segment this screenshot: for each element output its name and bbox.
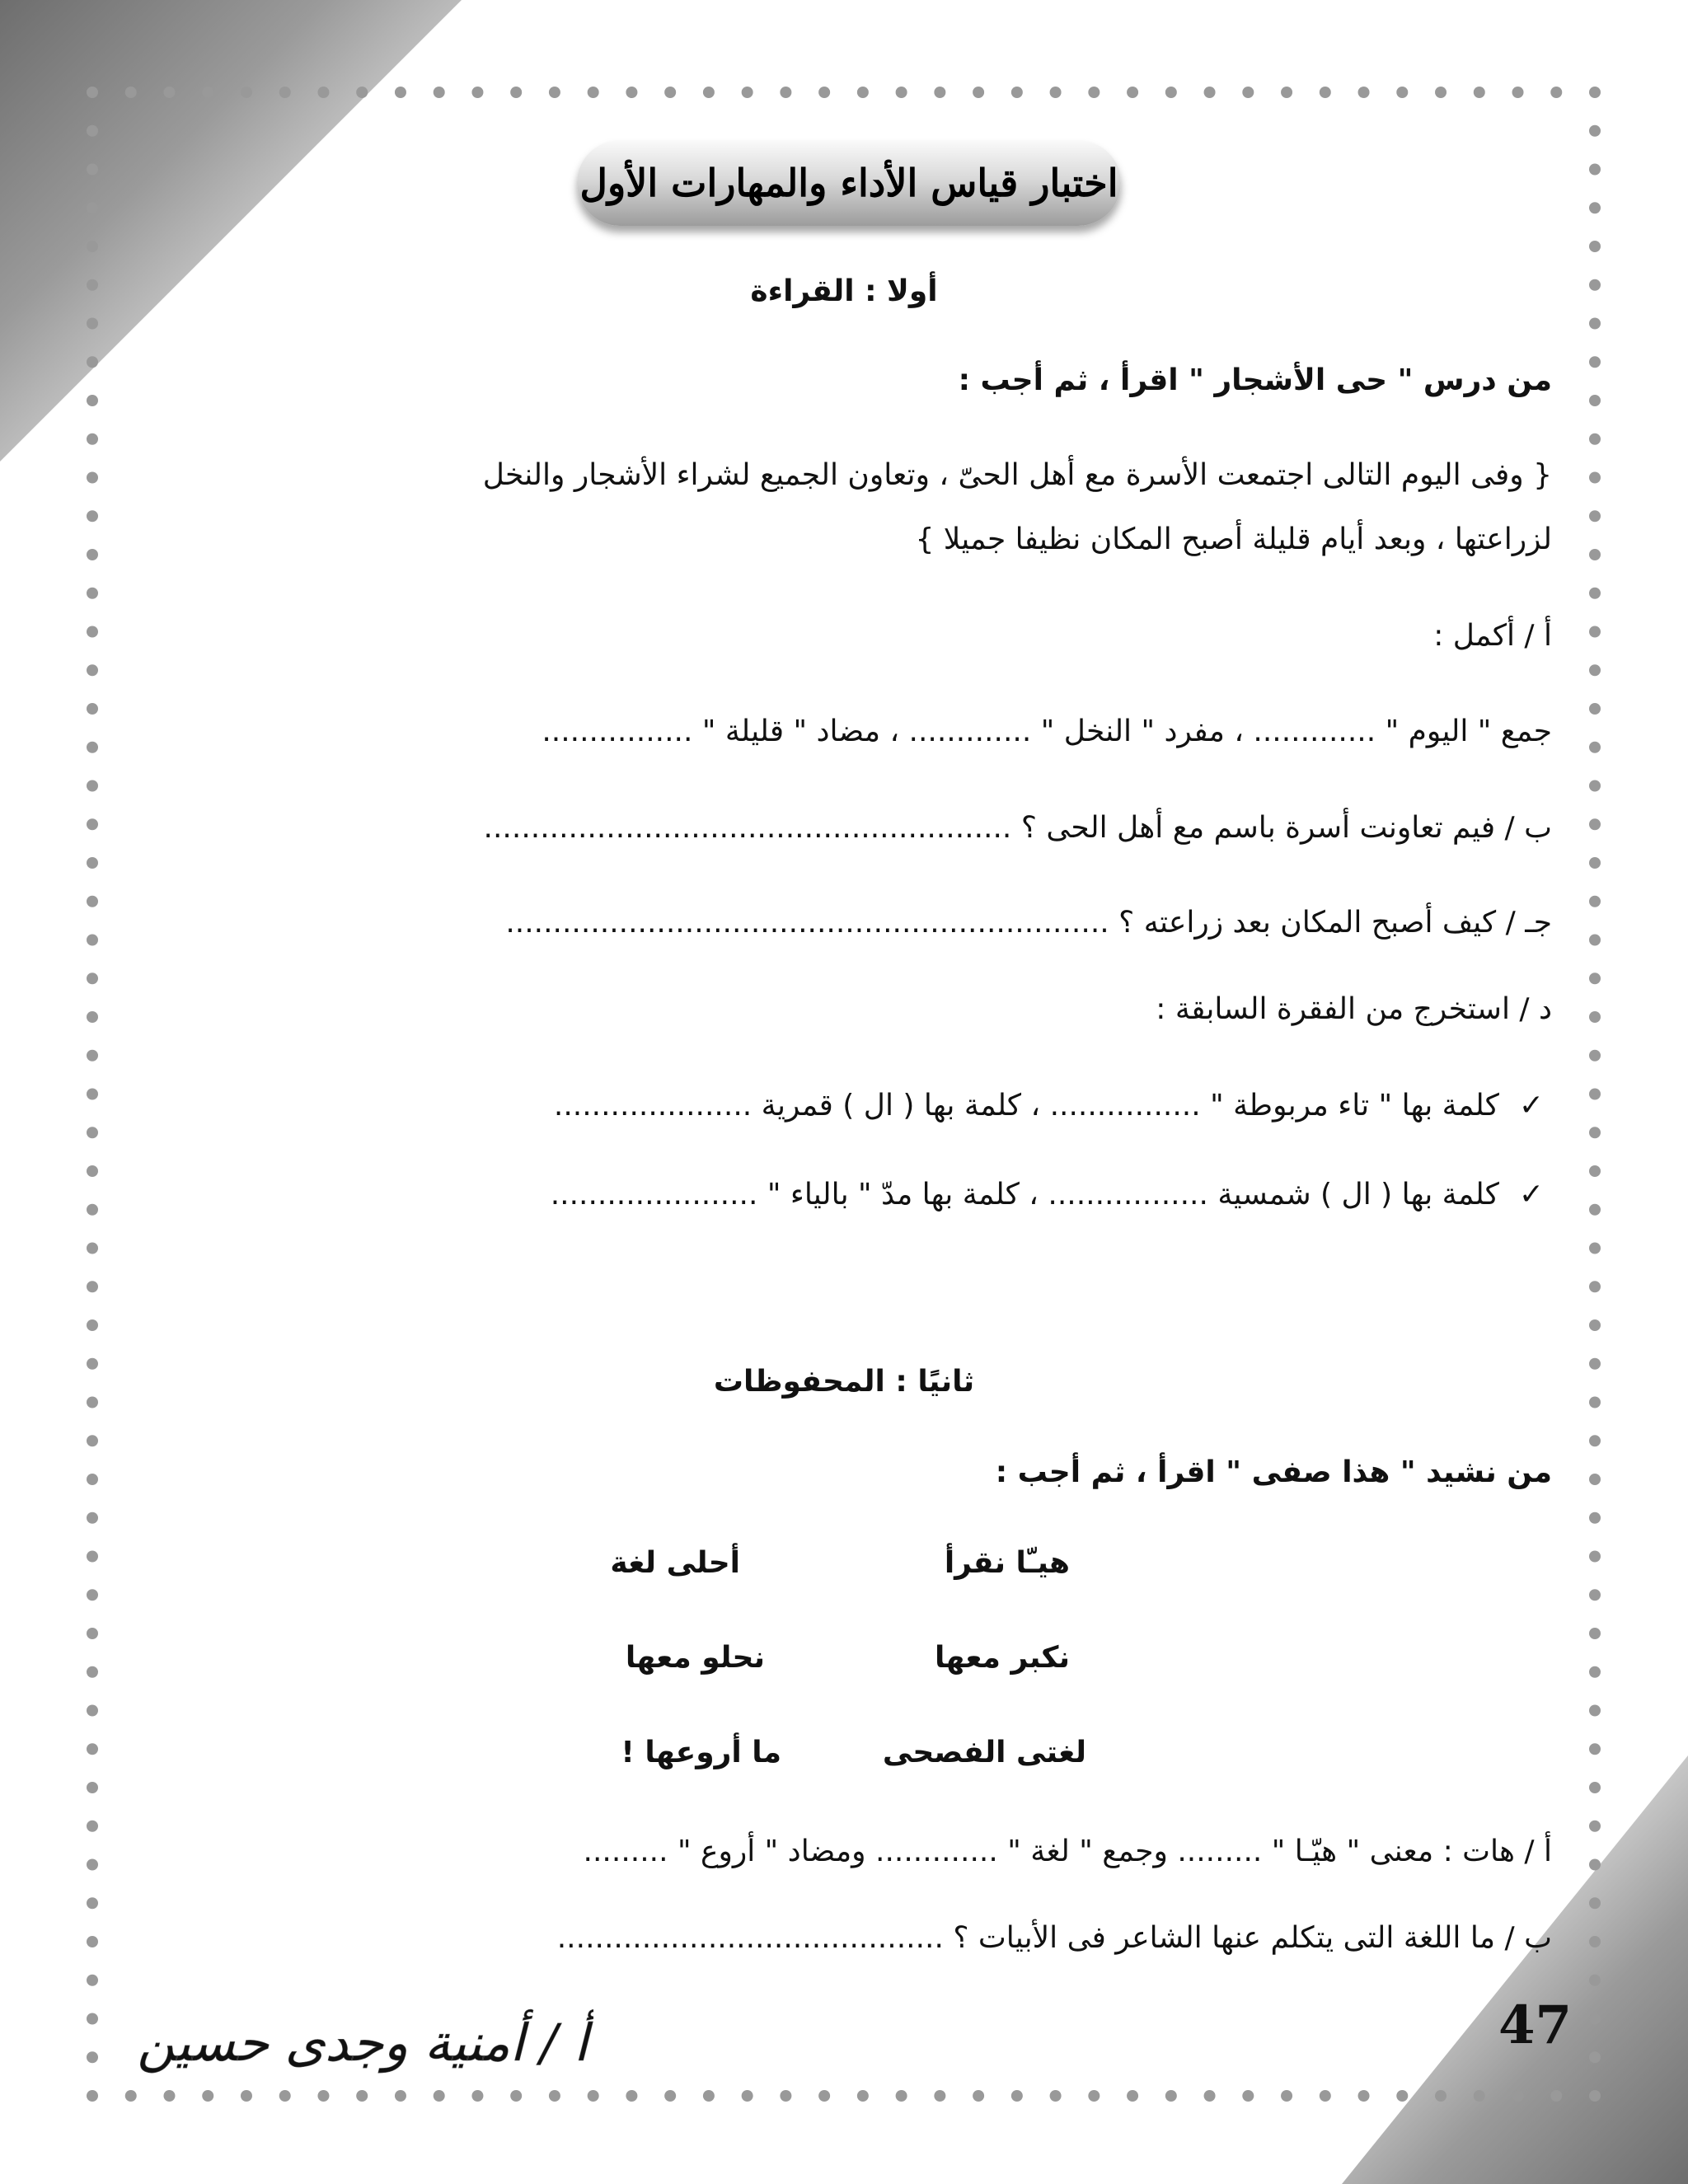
check-icon: ✓ xyxy=(1518,1089,1544,1122)
border-dot xyxy=(87,1821,98,1832)
border-dot xyxy=(87,241,98,252)
border-dot xyxy=(1589,549,1601,560)
border-dot xyxy=(1320,2090,1331,2102)
border-dot xyxy=(1474,87,1485,98)
border-dot xyxy=(87,664,98,676)
border-dot xyxy=(87,1243,98,1254)
border-dot xyxy=(973,2090,984,2102)
border-dot xyxy=(87,1859,98,1871)
border-dot xyxy=(356,2090,368,2102)
border-dot xyxy=(87,857,98,869)
border-dot xyxy=(1589,664,1601,676)
section2-question-b: ب / ما اللغة التى يتكلم عنها الشاعر فى الأبيات ؟ ......................................... xyxy=(556,1921,1552,1955)
border-dot xyxy=(588,87,599,98)
border-dot xyxy=(202,2090,213,2102)
border-dot xyxy=(1281,2090,1292,2102)
border-dot xyxy=(87,1705,98,1717)
border-dot xyxy=(1589,125,1601,137)
border-dot xyxy=(202,87,213,98)
border-dot xyxy=(780,2090,791,2102)
border-dot xyxy=(87,1782,98,1793)
border-dot xyxy=(664,2090,676,2102)
border-dot xyxy=(1550,87,1562,98)
border-dot xyxy=(1589,1089,1601,1100)
border-dot xyxy=(1589,2051,1601,2063)
border-dot xyxy=(1589,588,1601,599)
border-dot xyxy=(857,87,869,98)
border-dot xyxy=(1589,1589,1601,1601)
border-dot xyxy=(1127,2090,1138,2102)
border-dot xyxy=(87,703,98,715)
question-a-label: أ / أكمل : xyxy=(1433,619,1552,653)
border-dot xyxy=(87,395,98,406)
border-dot xyxy=(87,1165,98,1177)
border-dot xyxy=(896,87,907,98)
border-dot xyxy=(87,1127,98,1138)
border-dot xyxy=(1589,935,1601,946)
border-dot xyxy=(434,87,445,98)
section2-heading: ثانيًا : المحفوظات xyxy=(713,1365,975,1399)
border-dot xyxy=(241,87,252,98)
border-dot xyxy=(87,472,98,484)
border-dot xyxy=(1589,1936,1601,1947)
question-c: جـ / كيف أصبح المكان بعد زراعته ؟ ................................................................ xyxy=(505,906,1552,940)
border-dot xyxy=(87,588,98,599)
poem-line-3-second: ما أروعها ! xyxy=(621,1736,781,1769)
border-dot xyxy=(1165,87,1177,98)
border-dot xyxy=(87,1435,98,1446)
border-dot xyxy=(87,780,98,792)
border-dot xyxy=(87,818,98,830)
border-dot xyxy=(1589,818,1601,830)
border-dot xyxy=(1050,87,1062,98)
page-number: 47 xyxy=(1498,1994,1573,2056)
border-dot xyxy=(1589,780,1601,792)
border-dot xyxy=(279,87,291,98)
border-dot xyxy=(87,202,98,213)
border-dot xyxy=(664,87,676,98)
border-dot xyxy=(780,87,791,98)
border-dot xyxy=(1589,472,1601,484)
border-dot xyxy=(87,2051,98,2063)
border-dot xyxy=(1589,1011,1601,1023)
border-dot xyxy=(87,1281,98,1292)
border-dot xyxy=(1589,1821,1601,1832)
section1-heading: أولا : القراءة xyxy=(750,274,938,308)
section1-prompt: من درس " حى الأشجار " اقرأ ، ثم أجب : xyxy=(958,363,1552,397)
border-dot xyxy=(1242,87,1254,98)
question-d-item-2-text: كلمة بها ( ال ) شمسية ................. ، كلمة بها مدّ " بالياء " ...................... xyxy=(550,1178,1499,1212)
border-dot xyxy=(87,125,98,137)
border-dot xyxy=(87,1319,98,1331)
border-dot xyxy=(1358,87,1370,98)
border-dot xyxy=(1589,1435,1601,1446)
border-dot xyxy=(1589,896,1601,907)
border-dot xyxy=(87,896,98,907)
border-dot xyxy=(1589,1474,1601,1485)
border-dot xyxy=(1127,87,1138,98)
border-dot xyxy=(87,164,98,176)
border-dot xyxy=(1589,87,1601,98)
poem-line-2-second: نحلو معها xyxy=(625,1641,765,1675)
border-dot xyxy=(163,87,175,98)
question-b: ب / فيم تعاونت أسرة باسم مع أهل الحى ؟ ........................................................ xyxy=(483,811,1552,845)
check-icon: ✓ xyxy=(1518,1178,1544,1212)
question-d-label: د / استخرج من الفقرة السابقة : xyxy=(1156,992,1552,1026)
border-dot xyxy=(1589,2090,1601,2102)
border-dot xyxy=(1435,87,1447,98)
border-dot xyxy=(87,318,98,330)
border-dot xyxy=(1589,318,1601,330)
border-dot xyxy=(1589,626,1601,638)
border-dot xyxy=(1589,703,1601,715)
border-dot xyxy=(1011,2090,1023,2102)
border-dot xyxy=(510,87,522,98)
border-dot xyxy=(87,1589,98,1601)
border-dot xyxy=(1589,742,1601,753)
border-dot xyxy=(857,2090,869,2102)
border-dot xyxy=(1512,87,1524,98)
border-dot xyxy=(434,2090,445,2102)
poem-line-3-first: لغتى الفصحى xyxy=(882,1736,1086,1769)
border-dot xyxy=(703,87,715,98)
border-dot xyxy=(87,935,98,946)
border-dot xyxy=(588,2090,599,2102)
border-dot xyxy=(1589,1319,1601,1331)
border-dot xyxy=(395,87,406,98)
question-a-line: جمع " اليوم " ............. ، مفرد " النخل " ............. ، مضاد " قليلة " ................ xyxy=(542,715,1552,748)
poem-line-1-second: أحلى لغة xyxy=(610,1546,740,1580)
border-dot xyxy=(1589,1705,1601,1717)
border-dot xyxy=(87,972,98,984)
border-dot xyxy=(1550,2090,1562,2102)
border-dot xyxy=(510,2090,522,2102)
author-signature xyxy=(132,1994,593,2085)
border-dot xyxy=(1589,972,1601,984)
border-dot xyxy=(1512,2090,1524,2102)
border-dot xyxy=(1589,1859,1601,1871)
border-dot xyxy=(87,742,98,753)
border-dot xyxy=(1589,202,1601,213)
border-dot xyxy=(549,2090,560,2102)
border-dot xyxy=(1589,164,1601,176)
section2-question-a: أ / هات : معنى " هيّـا " ......... وجمع " لغة " ............. ومضاد " أروع " ......... xyxy=(583,1835,1552,1868)
border-dot xyxy=(626,2090,637,2102)
border-dot xyxy=(356,87,368,98)
border-dot xyxy=(1589,1050,1601,1062)
border-dot xyxy=(1589,1127,1601,1138)
border-dot xyxy=(87,1512,98,1524)
border-dot xyxy=(1589,1666,1601,1678)
border-dot xyxy=(87,2090,98,2102)
border-dot xyxy=(87,510,98,522)
border-dot xyxy=(1589,1628,1601,1639)
border-dot xyxy=(934,87,945,98)
border-dot xyxy=(703,2090,715,2102)
border-dot xyxy=(87,434,98,445)
section2-prompt: من نشيد " هذا صفى " اقرأ ، ثم أجب : xyxy=(995,1455,1552,1489)
border-dot xyxy=(87,1743,98,1755)
border-dot xyxy=(471,87,483,98)
border-dot xyxy=(1011,87,1023,98)
border-dot xyxy=(626,87,637,98)
border-dot xyxy=(87,1089,98,1100)
border-dot xyxy=(896,2090,907,2102)
border-dot xyxy=(87,1474,98,1485)
border-dot xyxy=(87,549,98,560)
border-dot xyxy=(1474,2090,1485,2102)
border-dot xyxy=(1204,87,1216,98)
border-dot xyxy=(125,87,137,98)
page-title: اختبار قياس الأداء والمهارات الأول xyxy=(577,140,1121,226)
border-dot xyxy=(1589,1281,1601,1292)
question-d-item-1-text: كلمة بها " تاء مربوطة " ................ ، كلمة بها ( ال ) قمرية ..................... xyxy=(553,1089,1499,1122)
border-dot xyxy=(1589,1243,1601,1254)
border-dot xyxy=(1589,1782,1601,1793)
border-dot xyxy=(934,2090,945,2102)
question-d-item-2 xyxy=(551,1177,1544,1212)
border-dot xyxy=(87,2013,98,2025)
border-dot xyxy=(317,2090,329,2102)
border-dot xyxy=(973,87,984,98)
border-dot xyxy=(1589,1551,1601,1563)
border-dot xyxy=(87,1551,98,1563)
border-dot xyxy=(1589,857,1601,869)
poem-line-1-first: هيـّا نقرأ xyxy=(944,1546,1070,1580)
passage-line-2: لزراعتها ، وبعد أيام قليلة أصبح المكان نظيفا جميلا } xyxy=(915,523,1552,556)
border-dot xyxy=(1589,1204,1601,1216)
border-dot xyxy=(1589,434,1601,445)
border-dot xyxy=(818,87,830,98)
border-dot xyxy=(742,87,753,98)
border-dot xyxy=(1589,1897,1601,1909)
border-dot xyxy=(317,87,329,98)
border-dot xyxy=(471,2090,483,2102)
border-dot xyxy=(1358,2090,1370,2102)
border-dot xyxy=(87,626,98,638)
border-dot xyxy=(549,87,560,98)
border-dot xyxy=(87,1204,98,1216)
border-dot xyxy=(163,2090,175,2102)
border-dot xyxy=(1050,2090,1062,2102)
border-dot xyxy=(1589,1743,1601,1755)
border-dot xyxy=(1396,87,1408,98)
signature-text: أ / أمنية وجدى حسين xyxy=(137,2013,588,2073)
border-dot xyxy=(1435,2090,1447,2102)
border-dot xyxy=(1088,2090,1100,2102)
border-dot xyxy=(1281,87,1292,98)
border-dot xyxy=(1589,1975,1601,1986)
border-dot xyxy=(1589,356,1601,368)
border-dot xyxy=(742,2090,753,2102)
border-dot xyxy=(1589,395,1601,406)
border-dot xyxy=(87,1628,98,1639)
border-dot xyxy=(1589,2013,1601,2025)
poem-line-2-first: نكبر معها xyxy=(935,1641,1070,1675)
passage-line-1: { وفى اليوم التالى اجتمعت الأسرة مع أهل الحىّ ، وتعاون الجميع لشراء الأشجار والنخل xyxy=(482,458,1552,492)
border-dot xyxy=(279,2090,291,2102)
border-dot xyxy=(395,2090,406,2102)
border-dot xyxy=(1242,2090,1254,2102)
border-dot xyxy=(87,1011,98,1023)
border-dot xyxy=(1165,2090,1177,2102)
border-dot xyxy=(87,1975,98,1986)
border-dot xyxy=(87,1897,98,1909)
border-dot xyxy=(1396,2090,1408,2102)
border-dot xyxy=(125,2090,137,2102)
border-dot xyxy=(87,1050,98,1062)
border-dot xyxy=(241,2090,252,2102)
border-dot xyxy=(818,2090,830,2102)
border-dot xyxy=(1320,87,1331,98)
border-dot xyxy=(1589,1512,1601,1524)
border-dot xyxy=(1088,87,1100,98)
border-dot xyxy=(1589,241,1601,252)
border-dot xyxy=(1589,1165,1601,1177)
question-d-item-1 xyxy=(554,1088,1544,1123)
border-dot xyxy=(87,87,98,98)
border-dot xyxy=(1589,510,1601,522)
border-dot xyxy=(87,1666,98,1678)
border-dot xyxy=(87,1936,98,1947)
border-dot xyxy=(87,356,98,368)
border-dot xyxy=(1204,2090,1216,2102)
